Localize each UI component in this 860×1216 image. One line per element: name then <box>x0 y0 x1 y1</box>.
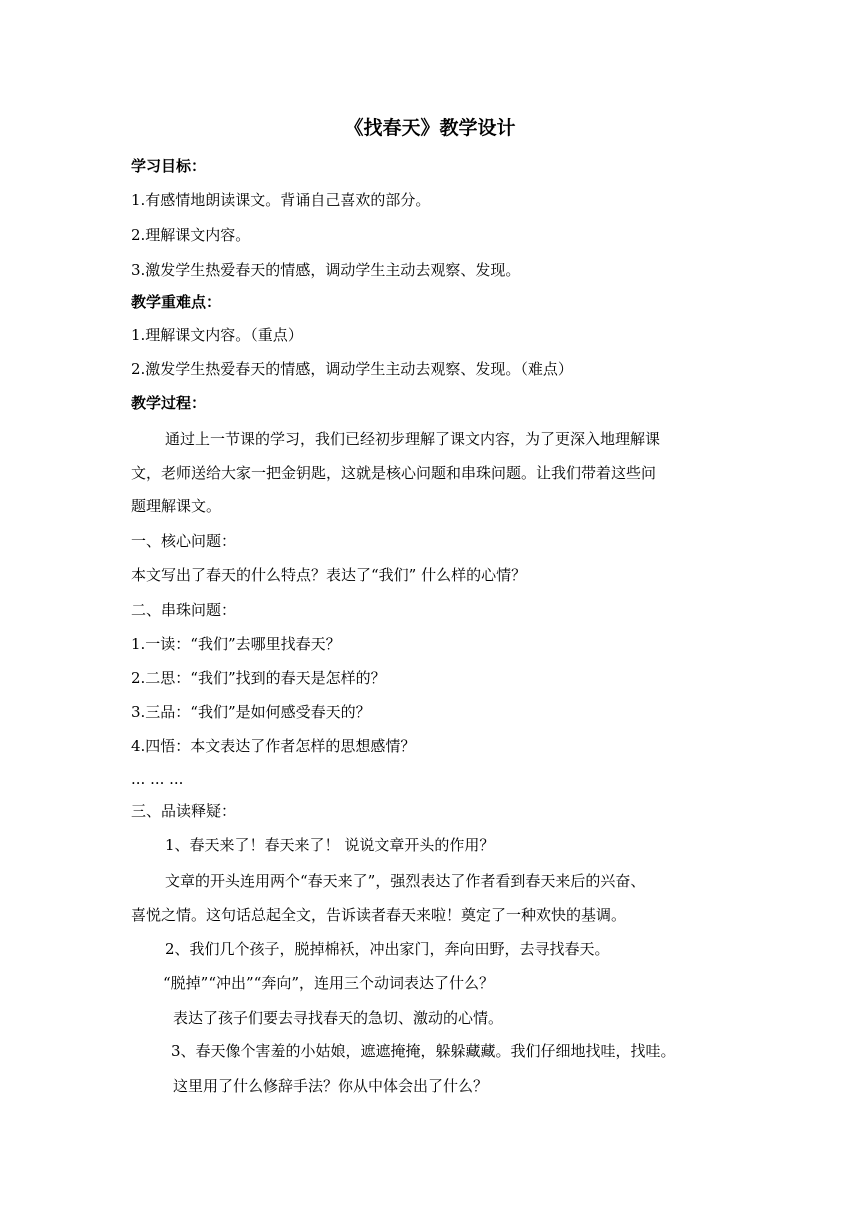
chain-question-4: 4.四悟：本文表达了作者怎样的思想感情？ <box>131 737 416 755</box>
core-question-text: 本文写出了春天的什么特点？表达了“我们” 什么样的心情？ <box>131 566 527 584</box>
reading-line-6: 表达了孩子们要去寻找春天的急切、激动的心情。 <box>173 1009 504 1027</box>
objective-item-3: 3.激发学生热爱春天的情感，调动学生主动去观察、发现。 <box>131 261 521 279</box>
reading-line-8: 这里用了什么修辞手法？你从中体会出了什么？ <box>173 1077 489 1095</box>
process-intro-line-3: 题理解课文。 <box>131 497 222 515</box>
document-title: 《找春天》教学设计 <box>344 117 516 139</box>
chain-question-3: 3.三品：“我们”是如何感受春天的？ <box>131 703 371 721</box>
reading-line-1: 1、春天来了！春天来了！ 说说文章开头的作用？ <box>165 836 495 854</box>
process-intro-line-1: 通过上一节课的学习，我们已经初步理解了课文内容，为了更深入地理解课 <box>165 430 661 448</box>
objectives-heading: 学习目标： <box>131 157 207 175</box>
chain-question-2: 2.二思：“我们”找到的春天是怎样的？ <box>131 669 386 687</box>
chain-questions-heading: 二、串珠问题： <box>131 601 237 619</box>
objective-item-2: 2.理解课文内容。 <box>131 226 251 244</box>
process-heading: 教学过程： <box>131 394 207 412</box>
reading-line-4: 2、我们几个孩子，脱掉棉袄，冲出家门，奔向田野，去寻找春天。 <box>165 940 610 958</box>
reading-line-7: 3、春天像个害羞的小姑娘，遮遮掩掩，躲躲藏藏。我们仔细地找哇，找哇。 <box>171 1042 676 1060</box>
objective-item-1: 1.有感情地朗读课文。背诵自己喜欢的部分。 <box>131 191 431 209</box>
process-intro-line-2: 文，老师送给大家一把金钥匙，这就是核心问题和串珠问题。让我们带着这些问 <box>131 464 657 482</box>
reading-heading: 三、品读释疑： <box>131 802 237 820</box>
core-question-heading: 一、核心问题： <box>131 532 237 550</box>
reading-line-3: 喜悦之情。这句话总起全文，告诉读者春天来啦！奠定了一种欢快的基调。 <box>131 906 627 924</box>
key-point-item-2: 2.激发学生热爱春天的情感，调动学生主动去观察、发现。（难点） <box>131 360 573 378</box>
chain-question-1: 1.一读：“我们”去哪里找春天？ <box>131 635 341 653</box>
key-points-heading: 教学重难点： <box>131 293 222 311</box>
key-point-item-1: 1.理解课文内容。（重点） <box>131 326 303 344</box>
reading-line-2: 文章的开头连用两个“春天来了”，强烈表达了作者看到春天来后的兴奋、 <box>165 872 646 890</box>
chain-ellipsis: ... ... ... <box>131 770 184 788</box>
reading-line-5: “脱掉”“冲出”“奔向”，连用三个动词表达了什么？ <box>163 974 495 992</box>
